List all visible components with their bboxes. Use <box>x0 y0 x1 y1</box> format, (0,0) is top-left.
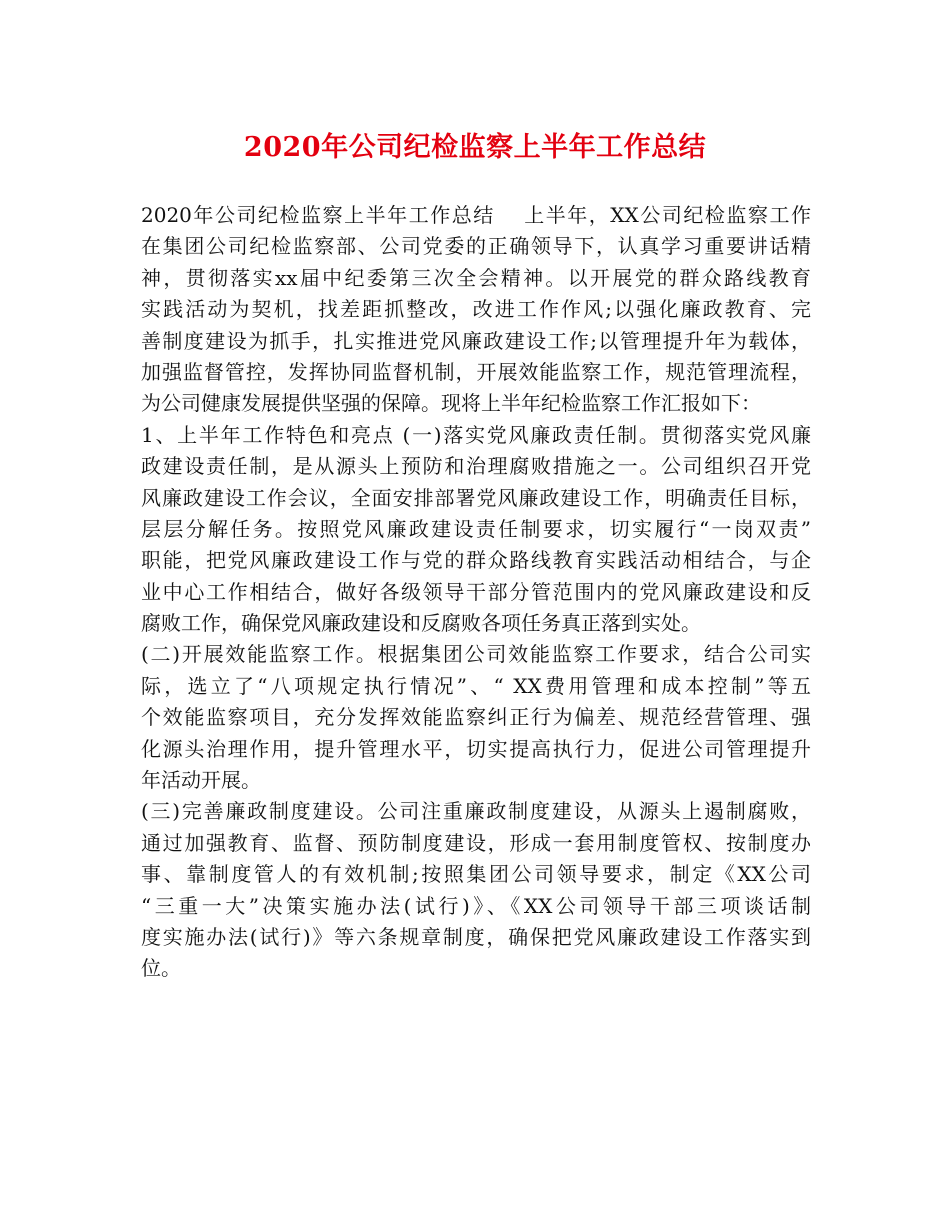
body-line: (三)完善廉政制度建设。公司注重廉政制度建设，从源头上遏制腐败， <box>141 799 811 824</box>
body-line: 度实施办法(试行)》等六条规章制度，确保把党风廉政建设工作落实到 <box>141 924 811 949</box>
body-line: “三重一大”决策实施办法(试行)》、《XX公司领导干部三项谈话制 <box>141 893 811 918</box>
body-line: 位。 <box>141 956 181 981</box>
body-line: 通过加强教育、监督、预防制度建设，形成一套用制度管权、按制度办 <box>141 830 811 855</box>
body-line: 善制度建设为抓手，扎实推进党风廉政建设工作;以管理提升年为载体， <box>141 328 811 353</box>
body-line: 际，选立了“八项规定执行情况”、“ XX费用管理和成本控制”等五 <box>141 673 811 698</box>
body-line: 加强监督管控，发挥协同监督机制，开展效能监察工作，规范管理流程， <box>141 359 811 384</box>
body-line: 为公司健康发展提供坚强的保障。现将上半年纪检监察工作汇报如下： <box>141 391 761 416</box>
body-line: 腐败工作，确保党风廉政建设和反腐败各项任务真正落到实处。 <box>141 611 701 636</box>
body-line: 风廉政建设工作会议，全面安排部署党风廉政建设工作，明确责任目标， <box>141 485 811 510</box>
body-line: 神，贯彻落实xx届中纪委第三次全会精神。以开展党的群众路线教育 <box>141 265 811 290</box>
body-line: (二)开展效能监察工作。根据集团公司效能监察工作要求，结合公司实 <box>141 642 811 667</box>
body-line: 业中心工作相结合，做好各级领导干部分管范围内的党风廉政建设和反 <box>141 579 811 604</box>
document-body <box>141 200 811 985</box>
body-line: 1、上半年工作特色和亮点 (一)落实党风廉政责任制。贯彻落实党风廉 <box>141 422 811 447</box>
body-line: 实践活动为契机，找差距抓整改，改进工作作风;以强化廉政教育、完 <box>141 297 811 322</box>
body-line: 2020年公司纪检监察上半年工作总结 上半年，XX公司纪检监察工作 <box>141 203 811 227</box>
document-title: 2020年公司纪检监察上半年工作总结 <box>243 132 707 163</box>
body-line: 化源头治理作用，提升管理水平，切实提高执行力，促进公司管理提升 <box>141 736 811 761</box>
body-line: 在集团公司纪检监察部、公司党委的正确领导下，认真学习重要讲话精 <box>141 234 811 259</box>
body-line: 年活动开展。 <box>141 768 261 793</box>
body-line: 职能，把党风廉政建设工作与党的群众路线教育实践活动相结合，与企 <box>141 548 811 573</box>
body-line: 层层分解任务。按照党风廉政建设责任制要求，切实履行“一岗双责” <box>141 516 811 541</box>
body-line: 政建设责任制，是从源头上预防和治理腐败措施之一。公司组织召开党 <box>141 454 811 479</box>
body-line: 个效能监察项目，充分发挥效能监察纠正行为偏差、规范经营管理、强 <box>141 705 811 730</box>
body-line: 事、靠制度管人的有效机制;按照集团公司领导要求，制定《XX公司 <box>141 862 811 887</box>
